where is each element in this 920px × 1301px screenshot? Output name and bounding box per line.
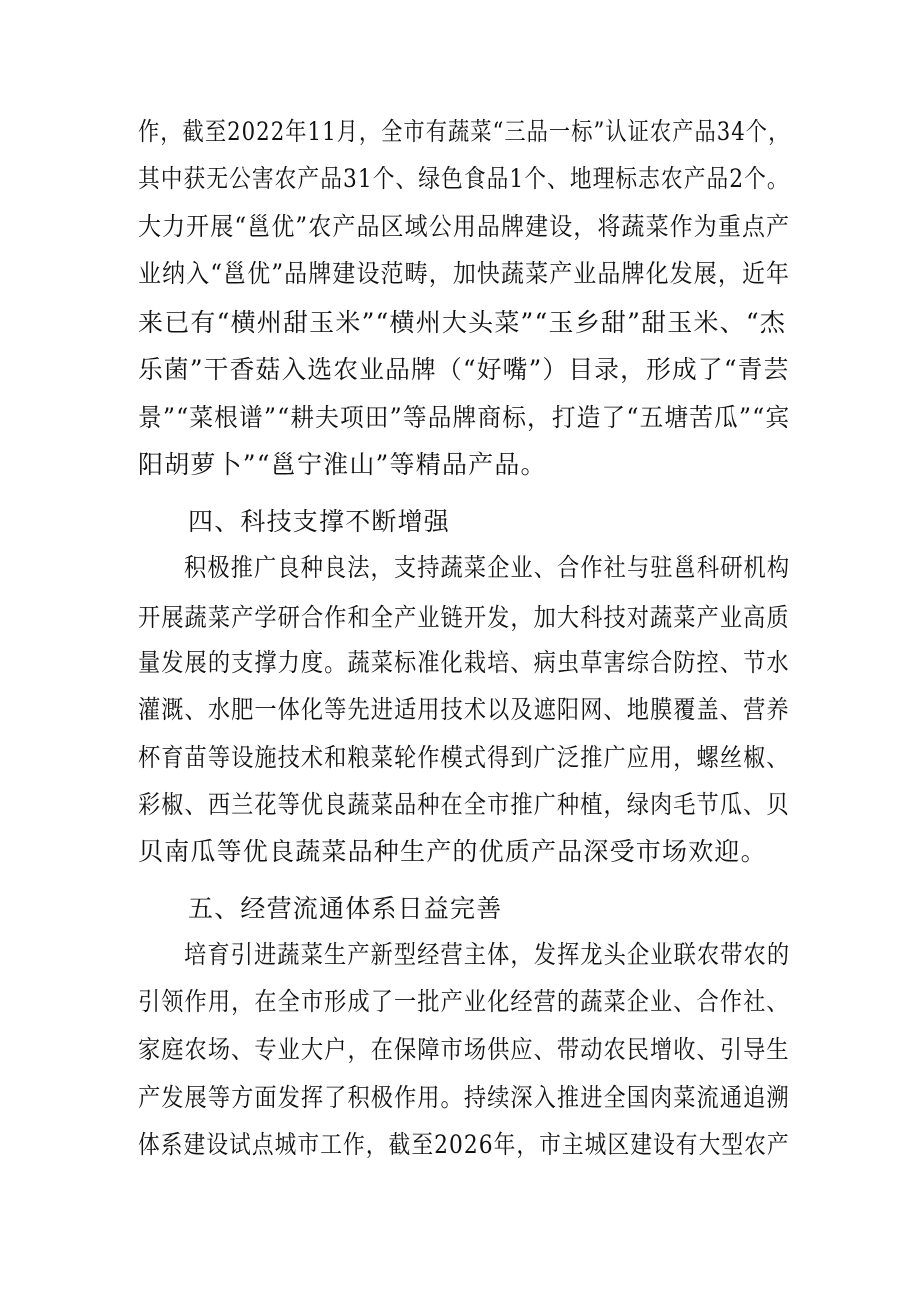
text-line: 灌溉、水肥一体化等先进适用技术以及遮阳网、地膜覆盖、营养 <box>138 695 790 724</box>
paragraph-first-line: 积极推广良种良法，支持蔬菜企业、合作社与驻邕科研机构 <box>184 553 791 582</box>
text-line: 体系建设试点城市工作，截至2026年，市主城区建设有大型农产 <box>138 1130 790 1159</box>
text-line: 开展蔬菜产学研合作和全产业链开发，加大科技对蔬菜产业高质 <box>138 603 790 632</box>
text-line: 乐菌”干香菇入选农业品牌（“好嘴”）目录，形成了“青芸 <box>138 355 790 384</box>
text-line: 其中获无公害农产品31个、绿色食品1个、地理标志农产品2个。 <box>138 164 790 193</box>
text-line: 大力开展“邕优”农产品区域公用品牌建设，将蔬菜作为重点产 <box>138 212 791 241</box>
text-line: 作，截至2022年11月，全市有蔬菜“三品一标”认证农产品34个， <box>138 117 791 146</box>
text-line: 产发展等方面发挥了积极作用。持续深入推进全国肉菜流通追溯 <box>138 1083 790 1112</box>
text-line: 业纳入“邕优”品牌建设范畴，加快蔬菜产业品牌化发展，近年 <box>138 259 791 288</box>
text-line: 景”“菜根谱”“耕夫项田”等品牌商标，打造了“五塘苦瓜”“宾 <box>138 403 791 432</box>
paragraph-first-line: 培育引进蔬菜生产新型经营主体，发挥龙头企业联农带农的 <box>184 940 791 969</box>
text-line: 家庭农场、专业大户，在保障市场供应、带动农民增收、引导生 <box>138 1035 790 1064</box>
text-line: 阳胡萝卜”“邕宁淮山”等精品产品。 <box>138 450 547 479</box>
text-line: 引领作用，在全市形成了一批产业化经营的蔬菜企业、合作社、 <box>138 987 790 1016</box>
section-heading-5: 五、经营流通体系日益完善 <box>188 894 503 923</box>
text-line: 杯育苗等设施技术和粮菜轮作模式得到广泛推广应用，螺丝椒、 <box>138 743 790 772</box>
section-heading-4: 四、科技支撑不断增强 <box>188 507 451 536</box>
text-line: 贝南瓜等优良蔬菜品种生产的优质产品深受市场欢迎。 <box>138 837 767 866</box>
text-line: 量发展的支撑力度。蔬菜标准化栽培、病虫草害综合防控、节水 <box>138 648 790 677</box>
text-line: 来已有“横州甜玉米”“横州大头菜”“玉乡甜”甜玉米、“杰 <box>138 308 787 337</box>
text-line: 彩椒、西兰花等优良蔬菜品种在全市推广种植，绿肉毛节瓜、贝 <box>138 790 790 819</box>
